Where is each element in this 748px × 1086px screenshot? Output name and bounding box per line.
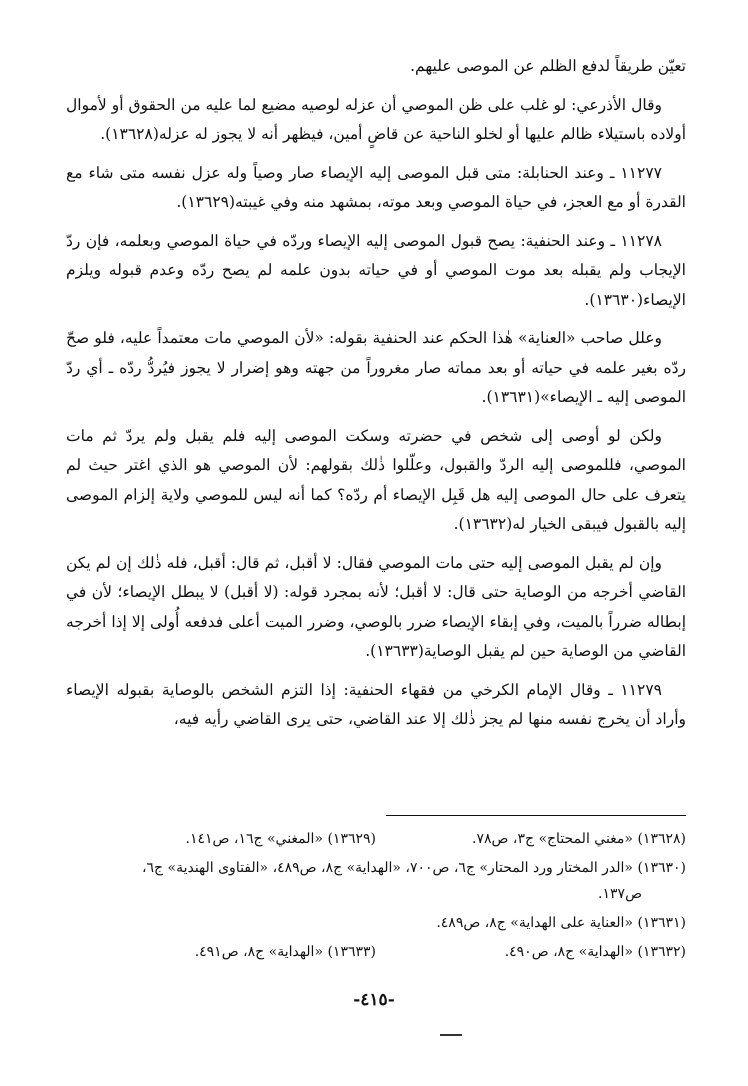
footnote-row: [66, 826, 686, 852]
footnote-13628: (١٣٦٢٨) «مغني المحتاج» ج٣، ص٧٨.: [472, 831, 686, 847]
footnote-13632: (١٣٦٣٢) «الهداية» ج٨، ص٤٩٠.: [504, 944, 686, 960]
footnote-13630-line1: (١٣٦٣٠) «الدر المختار ورد المحتار» ج٦، ص٧٠٠، «الهداية» ج٨، ص٤٨٩، «الفتاوى الهندية» ج٦،: [141, 860, 686, 876]
paragraph-adhrai: وقال الأذرعي: لو غلب على ظن الموصي أن عزله لوصيه مضيع لما عليه من الحقوق أو لأموال أولاده باستيلاء ظالم عليها أو لخلو الناحية عن قاضٍ أمين، فيظهر أنه لا يجوز له عزله(١٣٦٢٨).: [66, 95, 686, 143]
footnotes: [66, 826, 686, 968]
paragraph-11277: ١١٢٧٧ ـ وعند الحنابلة: متى قبل الموصى إليه الإيصاء صار وصياً وله عزل نفسه متى شاء مع القدرة أو مع العجز، في حياة الموصي وبعد موته، بمشهد منه وفي غيبته(١٣٦٢٩).: [66, 163, 686, 211]
footnote-13630-line2: ص١٣٧.: [598, 886, 642, 902]
paragraph-refusal: وإن لم يقبل الموصى إليه حتى مات الموصي فقال: لا أقبل، ثم قال: أقبل، فله ذٰلك إن لم يكن القاضي أخرجه من الوصاية حتى قال: لا أقبل؛ لأنه بمجرد قوله: (لا أقبل) لا يبطل الإيصاء؛ لأن في إبطاله ضرراً بالميت، وفي إبقاء الإيصاء ضرر بالوصي، وضرر الميت أعلى فدفعه أُولى إلا إذا أخرجه القاضي من الوصاية حين لم يقبل الوصاية(١٣٦٣٣).: [66, 553, 686, 660]
paragraph-inaya: وعلل صاحب «العناية» هٰذا الحكم عند الحنفية بقوله: «لأن الموصي مات معتمداً عليه، فلو صحّ ردّه بغير علمه في حياته أو بعد مماته صار مغروراً من جهته وهو إضرار لا يجوز فيُردُّ ردّه ـ أي ردّ الموصى إليه ـ الإيصاء»(١٣٦٣١).: [66, 329, 686, 406]
page-number: -٤١٥-: [353, 990, 395, 1010]
paragraph-11278: ١١٢٧٨ ـ وعند الحنفية: يصح قبول الموصى إليه الإيصاء وردّه في حياة الموصي وبعلمه، فإن ردّ الإيجاب ولم يقبله بعد موت الموصي أو في حياته بدون علمه لم يصح ردّه وعدم قبوله ويلزم الإيصاء(١٣٦٣٠).: [66, 231, 686, 309]
paragraph-silence: ولكن لو أوصى إلى شخص في حضرته وسكت الموصى إليه فلم يقبل ولم يردّ ثم مات الموصي، فللموصى إليه الردّ والقبول، وعلّلوا ذٰلك بقولهم: لأن الموصي هو الذي اغتر حيث لم يتعرف على حال الموصى إليه هل قَبِل الإيصاء أم ردّه؟ كما أنه ليس للموصي ولاية إلزام الموصى إليه بالقبول فيبقى الخيار له(١٣٦٣٢).: [66, 426, 686, 533]
footnote-divider: [386, 815, 686, 816]
paragraph-continuation: تعيّن طريقاً لدفع الظلم عن الموصى عليهم.: [410, 57, 686, 75]
paragraph-11279: ١١٢٧٩ ـ وقال الإمام الكرخي من فقهاء الحنفية: إذا التزم الشخص بالوصاية بقبوله الإيصاء وأراد أن يخرج نفسه منها لم يجز ذٰلك إلا عند القاضي، حتى يرى القاضي رأيه فيه،: [66, 680, 686, 728]
footnote-13629: (١٣٦٢٩) «المغني» ج١٦، ص١٤١.: [185, 831, 376, 847]
footnote-13631: (١٣٦٣١) «العناية على الهداية» ج٨، ص٤٨٩.: [436, 915, 686, 931]
footnote-row: [66, 939, 686, 965]
footnote-13630: [66, 855, 686, 907]
main-text: [66, 52, 686, 744]
scan-mark: [440, 1034, 462, 1036]
footnote-13633: (١٣٦٣٣) «الهداية» ج٨، ص٤٩١.: [194, 944, 376, 960]
